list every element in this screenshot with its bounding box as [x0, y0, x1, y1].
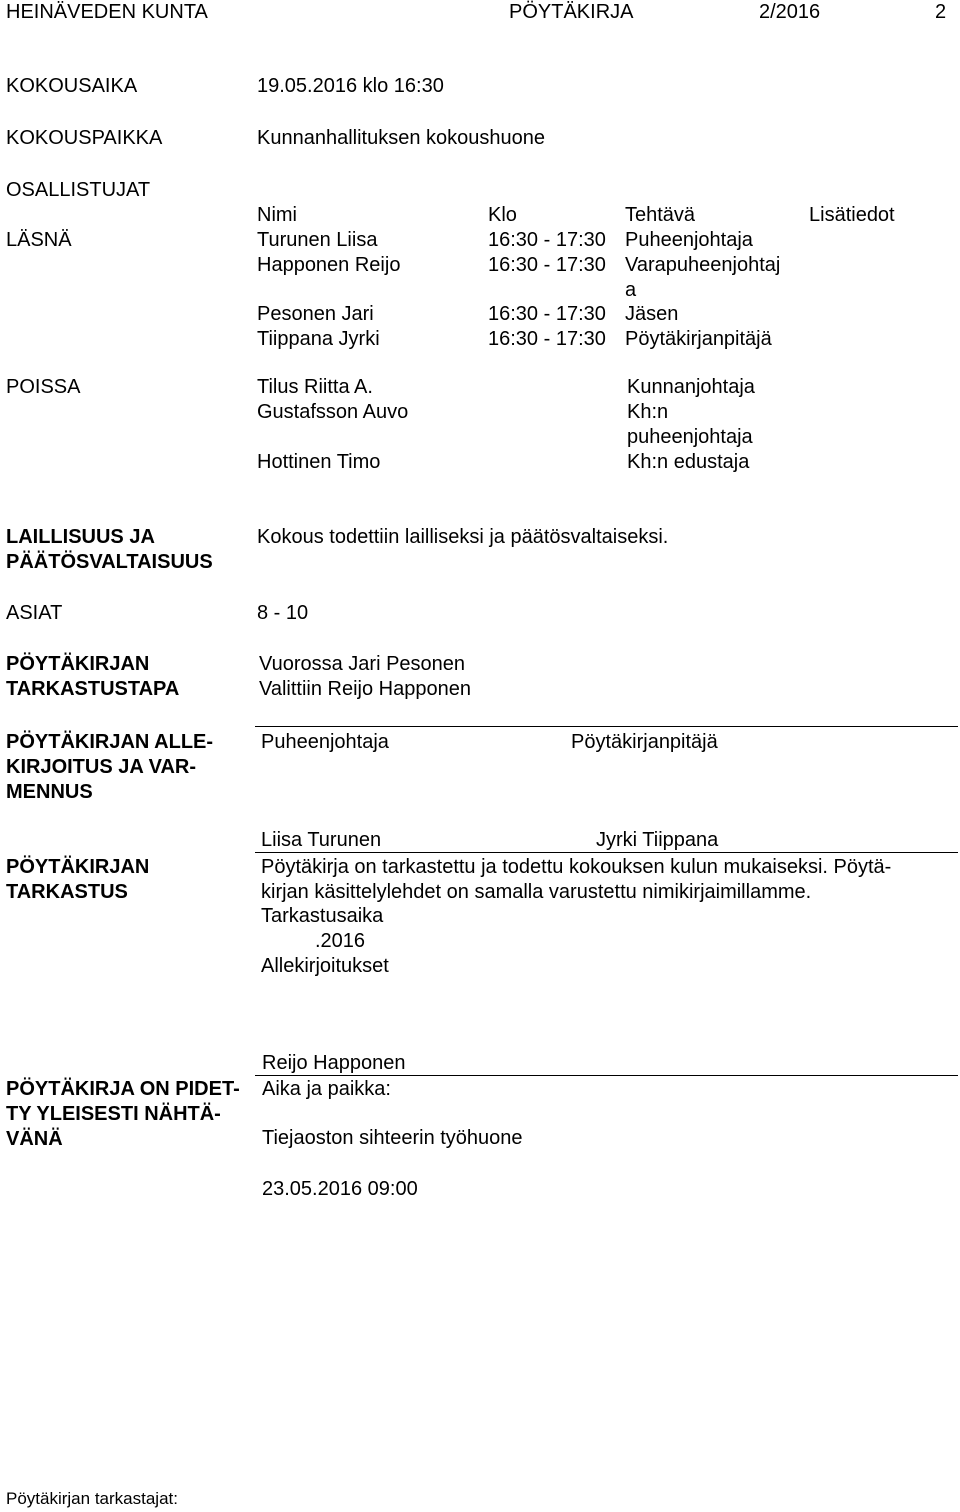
- signing-label-line3: MENNUS: [6, 781, 93, 803]
- present-row-time: 16:30 - 17:30: [488, 303, 606, 325]
- display-label-line3: VÄNÄ: [6, 1128, 63, 1150]
- review-signer-name: Reijo Happonen: [262, 1052, 406, 1074]
- review-method-label-line2: TARKASTUSTAPA: [6, 678, 180, 700]
- present-label: LÄSNÄ: [6, 229, 72, 251]
- present-col-role: Tehtävä: [625, 204, 696, 226]
- display-label-line2: TY YLEISESTI NÄHTÄ-: [6, 1103, 221, 1125]
- present-row-time: 16:30 - 17:30: [488, 328, 606, 350]
- display-datetime: 23.05.2016 09:00: [262, 1178, 418, 1200]
- absent-row-role: Kunnanjohtaja: [627, 376, 755, 398]
- display-label-line1: PÖYTÄKIRJA ON PIDET-: [6, 1078, 240, 1100]
- present-row-name: Happonen Reijo: [257, 254, 401, 276]
- review-label-line2: TARKASTUS: [6, 881, 128, 903]
- review-signatures-label: Allekirjoitukset: [261, 955, 389, 977]
- section-divider: [255, 852, 958, 853]
- absent-row-name: Tilus Riitta A.: [257, 376, 373, 398]
- header-page-number: 2: [935, 1, 947, 23]
- signing-label-line2: KIRJOITUS JA VAR-: [6, 756, 197, 778]
- meeting-time-label: KOKOUSAIKA: [6, 75, 138, 97]
- present-row-name: Pesonen Jari: [257, 303, 374, 325]
- present-row-role: Pöytäkirjanpitäjä: [625, 328, 772, 350]
- present-row-role: Puheenjohtaja: [625, 229, 753, 251]
- footer-reviewers-label: Pöytäkirjan tarkastajat:: [6, 1489, 178, 1508]
- absent-row-name: Hottinen Timo: [257, 451, 381, 473]
- absent-row-role: Kh:n edustaja: [627, 451, 750, 473]
- absent-label: POISSA: [6, 376, 81, 398]
- present-row-time: 16:30 - 17:30: [488, 254, 606, 276]
- header-doc-number: 2/2016: [759, 1, 821, 23]
- legality-text: Kokous todettiin lailliseksi ja päätösvaltaiseksi.: [257, 526, 669, 548]
- present-row-name: Turunen Liisa: [257, 229, 378, 251]
- signing-chair-name: Liisa Turunen: [261, 829, 382, 851]
- section-divider: [255, 726, 958, 727]
- participants-heading: OSALLISTUJAT: [6, 179, 151, 201]
- signing-label-line1: PÖYTÄKIRJAN ALLE-: [6, 731, 214, 753]
- review-time-value: .2016: [315, 930, 366, 952]
- present-col-time: Klo: [488, 204, 517, 226]
- display-time-place-label: Aika ja paikka:: [262, 1078, 391, 1100]
- review-text-line1: Pöytäkirja on tarkastettu ja todettu kokouksen kulun mukaiseksi. Pöytä-: [261, 856, 892, 878]
- review-method-label-line1: PÖYTÄKIRJAN: [6, 653, 150, 675]
- items-label: ASIAT: [6, 602, 63, 624]
- signing-chair-title: Puheenjohtaja: [261, 731, 389, 753]
- header-doc-type: PÖYTÄKIRJA: [509, 1, 634, 23]
- present-row-role: Varapuheenjohtaj: [625, 254, 781, 276]
- header-municipality: HEINÄVEDEN KUNTA: [6, 1, 208, 23]
- review-text-line2: kirjan käsittelylehdet on samalla varustettu nimikirjaimillamme.: [261, 881, 812, 903]
- present-row-role: Jäsen: [625, 303, 679, 325]
- legality-label-line2: PÄÄTÖSVALTAISUUS: [6, 551, 213, 573]
- signing-secretary-title: Pöytäkirjanpitäjä: [571, 731, 718, 753]
- review-method-line1: Vuorossa Jari Pesonen: [259, 653, 466, 675]
- meeting-time-value: 19.05.2016 klo 16:30: [257, 75, 444, 97]
- absent-row-role: Kh:n: [627, 401, 669, 423]
- review-label-line1: PÖYTÄKIRJAN: [6, 856, 150, 878]
- display-place: Tiejaoston sihteerin työhuone: [262, 1127, 523, 1149]
- present-col-name: Nimi: [257, 204, 297, 226]
- review-method-line2: Valittiin Reijo Happonen: [259, 678, 471, 700]
- absent-row-role-cont: puheenjohtaja: [627, 426, 753, 448]
- items-value: 8 - 10: [257, 602, 309, 624]
- meeting-place-value: Kunnanhallituksen kokoushuone: [257, 127, 545, 149]
- legality-label-line1: LAILLISUUS JA: [6, 526, 155, 548]
- review-time-label: Tarkastusaika: [261, 905, 384, 927]
- absent-row-name: Gustafsson Auvo: [257, 401, 409, 423]
- meeting-place-label: KOKOUSPAIKKA: [6, 127, 163, 149]
- section-divider: [255, 1075, 958, 1076]
- present-row-role-cont: a: [625, 279, 637, 301]
- present-row-time: 16:30 - 17:30: [488, 229, 606, 251]
- present-row-name: Tiippana Jyrki: [257, 328, 380, 350]
- present-col-info: Lisätiedot: [809, 204, 895, 226]
- signing-secretary-name: Jyrki Tiippana: [596, 829, 719, 851]
